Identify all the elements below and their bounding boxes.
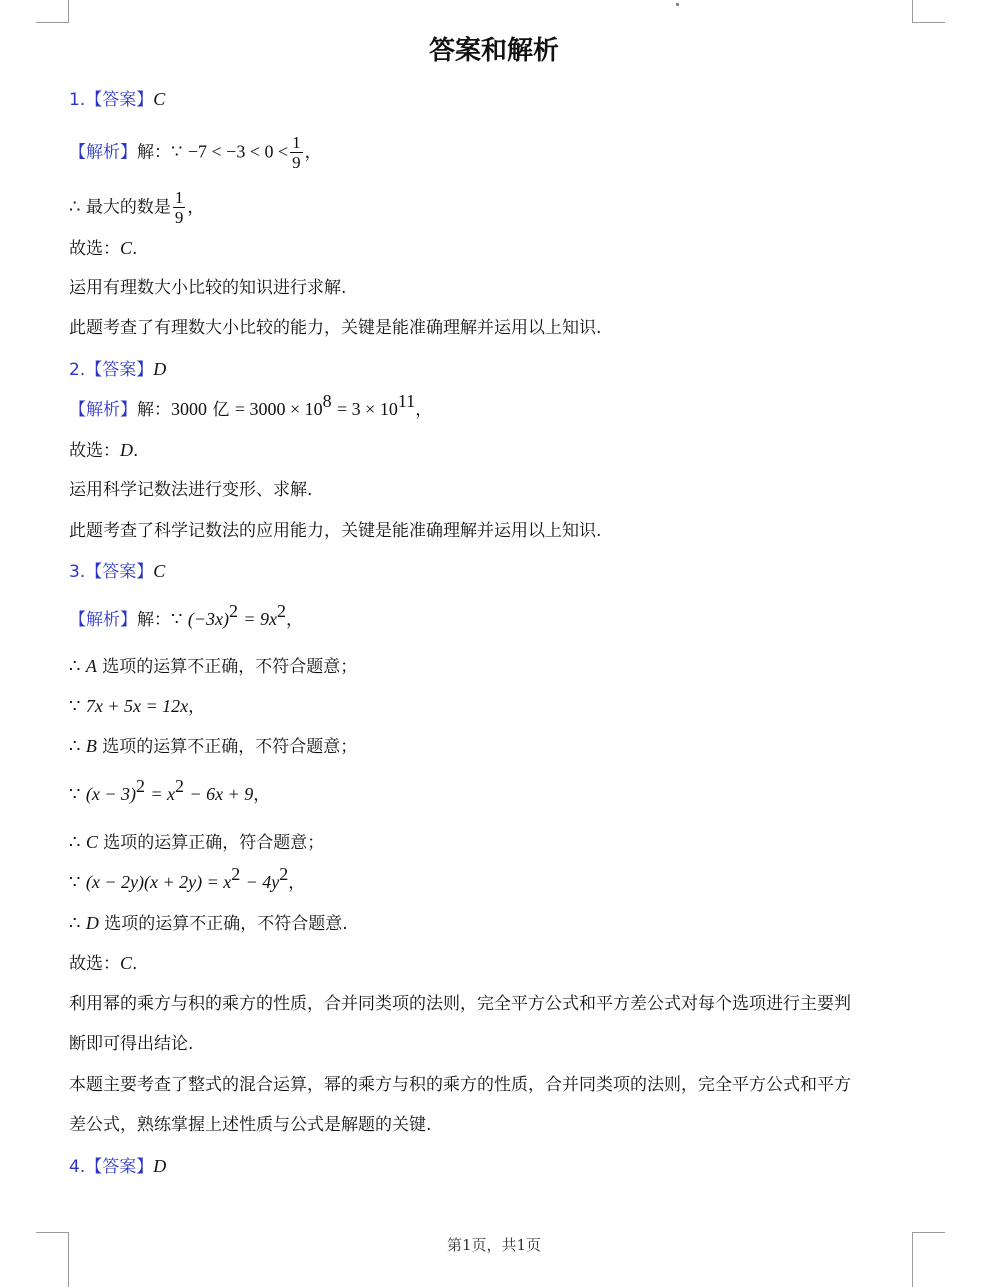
q1-choice-line: 故选：C.: [69, 238, 138, 259]
q3-choice-line: 故选：C.: [69, 953, 138, 974]
q3-answer-line: 3.【答案】C: [69, 561, 166, 582]
q1-conclusion-line: ∴ 最大的数是 $\frac{1}{9}$ ，: [69, 188, 205, 227]
q1-comment: 此题考查了有理数大小比较的能力，关键是能准确理解并运用以上知识.: [69, 318, 602, 338]
q1-analysis-line: 【解析】解：∵ −7 < −3 < 0 < $\frac{1}{9}$ ，: [69, 133, 322, 172]
q2-method: 运用科学记数法进行变形、求解.: [69, 480, 313, 500]
q1-number: 1.: [69, 90, 86, 110]
q3-analysis-line: 【解析】解：∵ $(-3x)^2 = 9x^2$，: [69, 601, 304, 630]
q3-number: 3.: [69, 562, 86, 582]
q3-answer: C: [153, 561, 166, 581]
q1-answer-line: [69, 87, 165, 112]
q3-comment-line1: 本题主要考查了整式的混合运算，幂的乘方与积的乘方的性质，合并同类项的法则，完全平方公式和平方: [69, 1075, 851, 1095]
top-marker: [676, 3, 679, 6]
q3-method-line2: 断即可得出结论.: [69, 1034, 194, 1054]
q3-comment-line2: 差公式，熟练掌握上述性质与公式是解题的关键.: [69, 1115, 432, 1135]
q2-analysis-line: 【解析】解：3000 亿 = $3000 \times 10^8 = 3 \times 10^{11}$，: [69, 391, 433, 420]
q3-expr-d-line: ∵ $(x - 2y)(x + 2y) = x^2 - 4y^2$，: [69, 864, 306, 893]
q2-number: 2.: [69, 360, 86, 380]
crop-mark-top-left: [36, 0, 69, 23]
q3-option-a-line: ∴ A 选项的运算不正确，不符合题意；: [69, 656, 358, 677]
q3-expr-b-line: ∵ 7x + 5x = 12x，: [69, 696, 206, 717]
q4-answer: D: [153, 1156, 167, 1176]
q1-max-fraction: $\frac{1}{9}$: [174, 188, 184, 227]
page-title: 答案和解析: [428, 36, 559, 66]
q2-choice-line: 故选：D.: [69, 440, 139, 461]
page-footer: 第1页，共1页: [446, 1236, 542, 1254]
q4-number: 4.: [69, 1157, 86, 1177]
q2-answer: D: [153, 359, 167, 379]
q3-option-b-line: ∴ B 选项的运算不正确，不符合题意；: [69, 736, 358, 757]
answer-label: 【答案】: [85, 90, 154, 110]
q2-comment: 此题考查了科学记数法的应用能力，关键是能准确理解并运用以上知识.: [69, 521, 602, 541]
analysis-label: 【解析】: [69, 142, 137, 163]
q1-answer: C: [153, 89, 166, 109]
q3-option-c-line: ∴ C 选项的运算正确，符合题意；: [69, 832, 325, 853]
q4-answer-line: 4.【答案】D: [69, 1156, 167, 1177]
q1-method: 运用有理数大小比较的知识进行求解.: [69, 278, 347, 298]
q3-method-line1: 利用幂的乘方与积的乘方的性质，合并同类项的法则，完全平方公式和平方差公式对每个选项进行主要判: [69, 994, 851, 1014]
q3-option-d-line: ∴ D 选项的运算不正确，不符合题意.: [69, 913, 348, 934]
q2-answer-line: 2.【答案】D: [69, 359, 167, 380]
crop-mark-top-right: [912, 0, 945, 23]
q1-fraction: $\frac{1}{9}$: [292, 133, 301, 172]
q1-inequality: −7 < −3 < 0 <: [187, 141, 289, 162]
q3-expr-c-line: ∵ $(x - 3)^2 = x^2 - 6x + 9$，: [69, 776, 271, 805]
